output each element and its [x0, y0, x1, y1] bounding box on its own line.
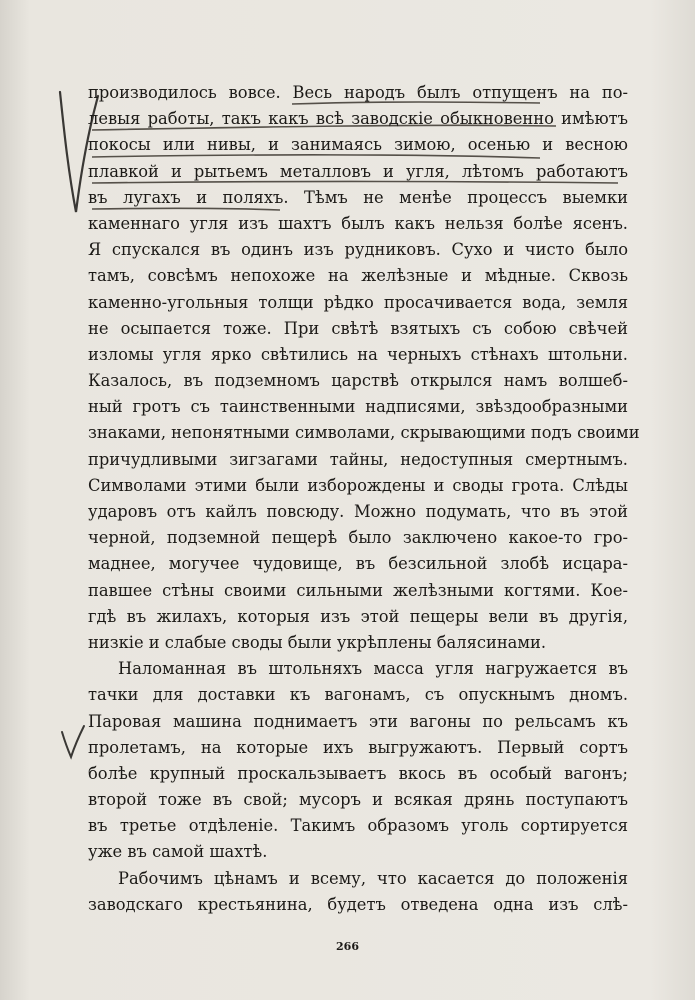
- text-line: покосы или нивы, и занимаясь зимою, осенью и весною: [88, 135, 628, 155]
- text-line: левыя работы, такъ какъ всѣ заводскіе обыкновенно имѣютъ: [88, 109, 628, 129]
- text-line: маднее, могучее чудовище, въ безсильной злобѣ исцара-: [88, 554, 628, 574]
- margin-check-mark-small: [62, 726, 84, 757]
- text-line: черной, подземной пещерѣ было заключено какое-то гро-: [88, 528, 628, 548]
- text-line: уже въ самой шахтѣ.: [88, 842, 268, 862]
- text-line: въ третье отдѣленіе. Такимъ образомъ уголь сортируется: [88, 816, 628, 836]
- text-line: Символами этими были изборождены и своды грота. Слѣды: [88, 475, 628, 495]
- text-line: второй тоже въ свой; мусоръ и всякая дрянь поступаютъ: [88, 790, 628, 810]
- text-line: знаками, непонятными символами, скрывающими подъ своими: [88, 423, 640, 443]
- text-line: каменнаго угля изъ шахтъ былъ какъ нельзя болѣе ясенъ.: [88, 213, 628, 233]
- body-text: [88, 80, 640, 918]
- text-line: Наломанная въ штольняхъ масса угля нагружается въ: [118, 659, 628, 679]
- text-line: болѣе крупный проскальзываетъ вкось въ особый вагонъ;: [88, 763, 628, 783]
- text-line: Рабочимъ цѣнамъ и всему, что касается до положенія: [118, 868, 628, 888]
- text-line: Казалось, въ подземномъ царствѣ открылся намъ волшеб-: [88, 371, 628, 391]
- text-line: изломы угля ярко свѣтились на черныхъ стѣнахъ штольни.: [88, 344, 628, 364]
- text-line: не осыпается тоже. При свѣтѣ взятыхъ съ собою свѣчей: [88, 318, 628, 338]
- text-line: въ лугахъ и поляхъ. Тѣмъ не менѣе процессъ выемки: [88, 187, 628, 207]
- text-line: производилось вовсе. Весь народъ былъ отпущенъ на по-: [88, 83, 628, 102]
- text-line: Паровая машина поднимаетъ эти вагоны по рельсамъ къ: [88, 711, 628, 731]
- text-line: ный гротъ съ таинственными надписями, звѣздообразными: [88, 397, 628, 417]
- page-number: 266: [336, 940, 359, 953]
- text-line: тачки для доставки къ вагонамъ, съ опускнымъ дномъ.: [88, 685, 628, 705]
- text-line: плавкой и рытьемъ металловъ и угля, лѣтомъ работаютъ: [88, 161, 628, 181]
- text-line: причудливыми зигзагами тайны, недоступныя смертнымъ.: [88, 449, 628, 469]
- text-line: ударовъ отъ кайлъ повсюду. Можно подумать, что въ этой: [88, 502, 628, 521]
- text-line: павшее стѣны своими сильными желѣзными когтями. Кое-: [88, 580, 628, 600]
- text-line: заводскаго крестьянина, будетъ отведена одна изъ слѣ-: [88, 894, 628, 914]
- text-line: каменно-угольныя толщи рѣдко просачивается вода, земля: [88, 292, 628, 312]
- text-line: гдѣ въ жилахъ, которыя изъ этой пещеры вели въ другія,: [88, 606, 628, 626]
- text-line: пролетамъ, на которые ихъ выгружаютъ. Первый сортъ: [88, 737, 628, 757]
- text-line: тамъ, совсѣмъ непохоже на желѣзные и мѣдные. Сквозь: [88, 266, 628, 286]
- text-line: Я спускался въ одинъ изъ рудниковъ. Сухо и чисто было: [88, 240, 628, 260]
- text-line: низкіе и слабые своды были укрѣплены балясинами.: [88, 632, 547, 652]
